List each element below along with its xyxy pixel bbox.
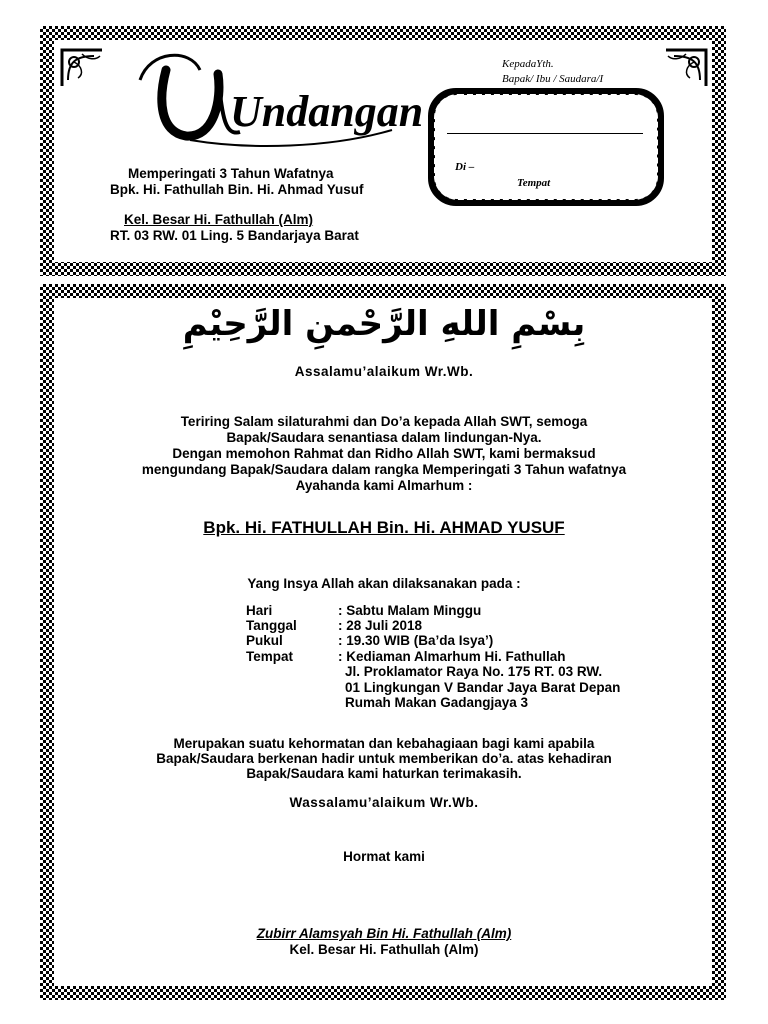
- brand-text: Undangan: [230, 87, 424, 136]
- detail-label-hari: Hari: [246, 603, 273, 618]
- deceased-name-header: Bpk. Hi. Fathullah Bin. Hi. Ahmad Yusuf: [110, 182, 364, 197]
- venue-line: Rumah Makan Gadangjaya 3: [345, 695, 529, 710]
- closing-paragraph-line: Bapak/Saudara kami haturkan terimakasih.: [246, 766, 522, 781]
- corner-ornament-icon: [660, 44, 710, 90]
- signer-name: Zubirr Alamsyah Bin Hi. Fathullah (Alm): [256, 926, 512, 941]
- closing-paragraph-line: Bapak/Saudara berkenan hadir untuk memberikan do’a. atas kehadiran: [156, 751, 612, 766]
- undangan-logo: [130, 40, 424, 160]
- basmala-calligraphy: بِسْمِ اللهِ الرَّحْمنِ الرَّحِيْمِ: [182, 304, 586, 344]
- corner-ornament-icon: [58, 44, 108, 90]
- signer-family: Kel. Besar Hi. Fathullah (Alm): [289, 942, 479, 957]
- detail-value-tempat: : Kediaman Almarhum Hi. Fathullah: [338, 649, 566, 664]
- opening-paragraph-line: Teriring Salam silaturahmi dan Do’a kepada Allah SWT, semoga: [180, 414, 588, 429]
- detail-value-pukul: : 19.30 WIB (Ba’da Isya’): [338, 633, 494, 648]
- address-line: [447, 133, 643, 134]
- regards: Hormat kami: [343, 849, 425, 864]
- schedule-intro: Yang Insya Allah akan dilaksanakan pada :: [247, 576, 521, 591]
- detail-value-hari: : Sabtu Malam Minggu: [338, 603, 482, 618]
- opening-paragraph-line: mengundang Bapak/Saudara dalam rangka Memperingati 3 Tahun wafatnya: [141, 462, 627, 477]
- kepada-label: KepadaYth.: [502, 58, 554, 70]
- di-label: Di –: [455, 161, 475, 173]
- detail-label-tanggal: Tanggal: [246, 618, 297, 633]
- family-address: RT. 03 RW. 01 Ling. 5 Bandarjaya Barat: [110, 228, 359, 243]
- family-name: Kel. Besar Hi. Fathullah (Alm): [124, 212, 314, 227]
- opening-paragraph-line: Bapak/Saudara senantiasa dalam lindungan-Nya.: [226, 430, 542, 445]
- detail-label-tempat: Tempat: [246, 649, 294, 664]
- venue-line: Jl. Proklamator Raya No. 175 RT. 03 RW.: [345, 664, 603, 679]
- closing-paragraph-line: Merupakan suatu kehormatan dan kebahagiaan bagi kami apabila: [173, 736, 595, 751]
- venue-line: 01 Lingkungan V Bandar Jaya Barat Depan: [345, 680, 621, 695]
- address-box: [428, 88, 664, 206]
- memorial-title: Memperingati 3 Tahun Wafatnya: [128, 166, 334, 181]
- deceased-name: Bpk. Hi. FATHULLAH Bin. Hi. AHMAD YUSUF: [203, 518, 565, 537]
- opening-paragraph-line: Dengan memohon Rahmat dan Ridho Allah SWT, kami bermaksud: [172, 446, 596, 461]
- closing-greeting: Wassalamu’alaikum Wr.Wb.: [289, 795, 479, 810]
- opening-paragraph-line: Ayahanda kami Almarhum :: [295, 478, 473, 493]
- recipient-label: Bapak/ Ibu / Saudara/I: [502, 73, 604, 85]
- greeting: Assalamu’alaikum Wr.Wb.: [294, 364, 474, 379]
- detail-label-pukul: Pukul: [246, 633, 283, 648]
- detail-value-tanggal: : 28 Juli 2018: [338, 618, 423, 633]
- tempat-label: Tempat: [517, 177, 551, 189]
